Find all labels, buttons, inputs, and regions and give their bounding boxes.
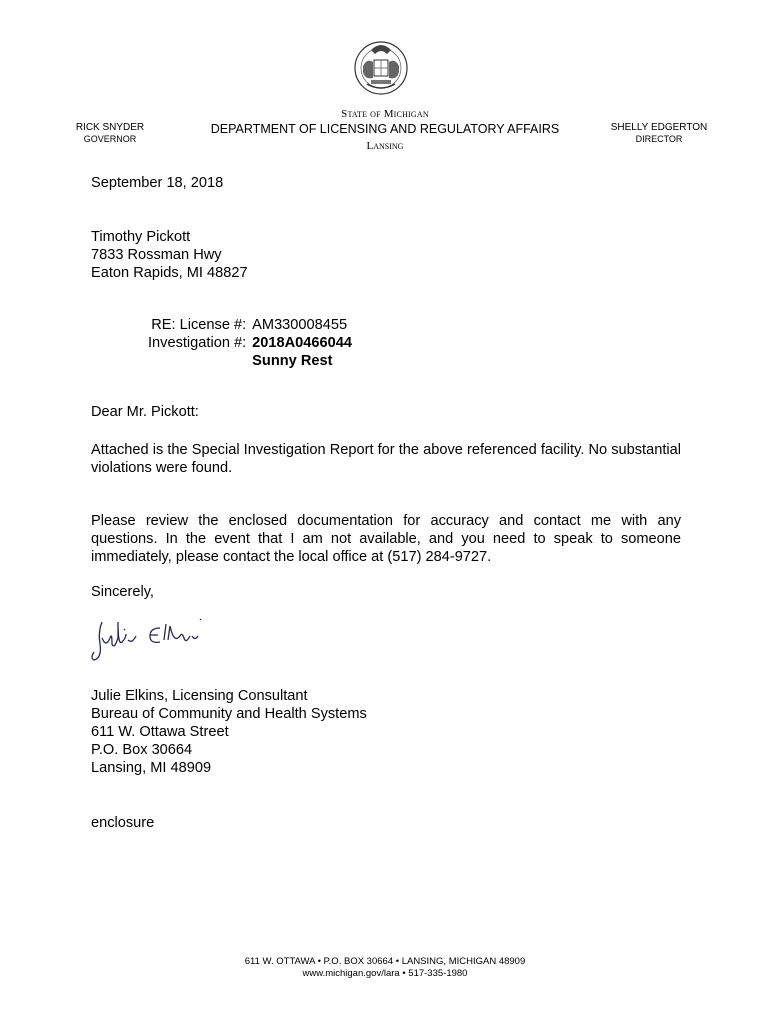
license-number: AM330008455 (252, 317, 348, 333)
recipient-address (91, 228, 248, 282)
recipient-city: Eaton Rapids, MI 48827 (91, 265, 248, 281)
michigan-state-seal-icon (353, 38, 409, 98)
paragraph-2: Please review the enclosed documentation for accuracy and contact me with any questions. In the event that I am not available, and you need to speak to someone immediately, please contact the local office at (517) 284-9727. (91, 513, 681, 565)
investigation-number: 2018A0466044 (252, 335, 352, 351)
director-title: DIRECTOR (635, 134, 683, 144)
state-of-michigan-text: State of Michigan (341, 108, 429, 120)
footer-contact: www.michigan.gov/lara • 517-335-1980 (302, 968, 468, 979)
recipient-street: 7833 Rossman Hwy (91, 247, 222, 263)
license-label: RE: License #: (151, 317, 247, 333)
letter-date: September 18, 2018 (91, 175, 224, 191)
handwritten-signature-icon (88, 610, 218, 666)
investigation-label: Investigation #: (148, 335, 247, 351)
state-of-michigan-line (0, 108, 770, 120)
footer (0, 956, 770, 980)
recipient-name: Timothy Pickott (91, 229, 191, 245)
signer-name-title: Julie Elkins, Licensing Consultant (91, 688, 308, 704)
signer-bureau: Bureau of Community and Health Systems (91, 706, 367, 722)
enclosure-note: enclosure (91, 815, 155, 831)
director-name: SHELLY EDGERTON (610, 122, 708, 133)
director-block (600, 122, 718, 145)
governor-name: RICK SNYDER (75, 122, 145, 133)
governor-block (60, 122, 160, 145)
signer-city: Lansing, MI 48909 (91, 760, 212, 776)
city-text: Lansing (366, 140, 404, 152)
governor-title: GOVERNOR (83, 134, 137, 144)
re-block (148, 316, 352, 370)
facility-name: Sunny Rest (252, 353, 333, 369)
footer-address: 611 W. OTTAWA • P.O. BOX 30664 • LANSING, MICHIGAN 48909 (244, 956, 526, 967)
signer-po-box: P.O. Box 30664 (91, 742, 193, 758)
closing: Sincerely, (91, 584, 154, 600)
department-name: DEPARTMENT OF LICENSING AND REGULATORY AFFAIRS (210, 122, 560, 136)
paragraph-1: Attached is the Special Investigation Report for the above referenced facility. No substantial violations were found. (91, 442, 681, 476)
signature-block (91, 687, 367, 777)
signer-street: 611 W. Ottawa Street (91, 724, 229, 740)
salutation: Dear Mr. Pickott: (91, 404, 199, 420)
